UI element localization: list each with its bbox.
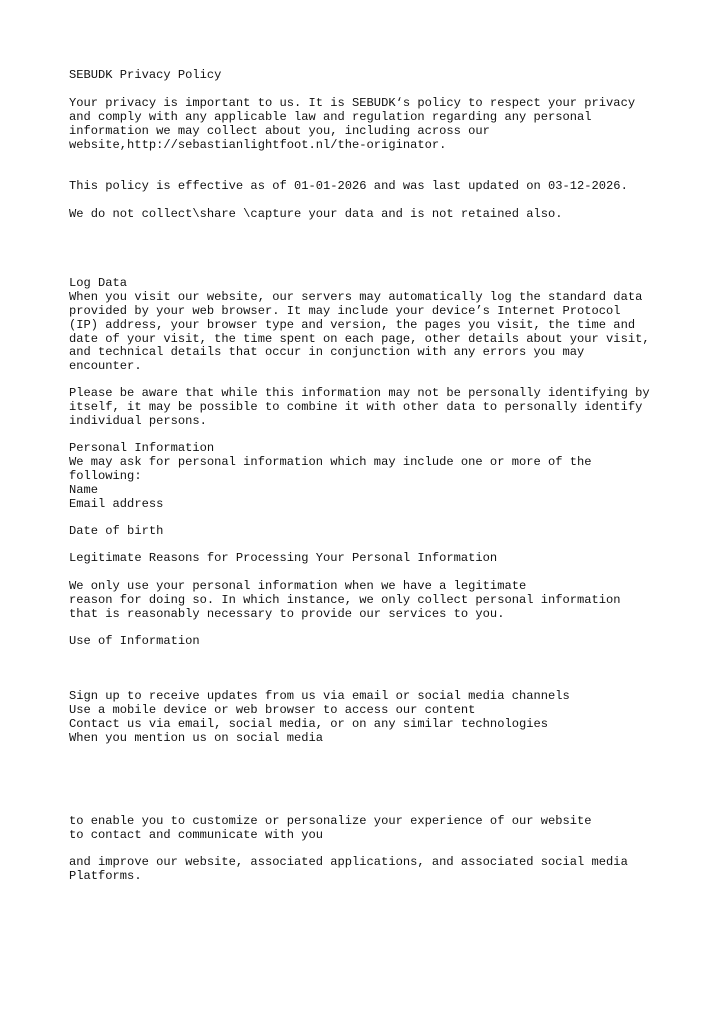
log-data-line: provided by your web browser. It may include your device’s Internet Protocol [69, 304, 621, 318]
use-purpose: to enable you to customize or personalize your experience of our website [69, 814, 592, 828]
use-improve: Platforms. [69, 869, 142, 883]
log-data-note: Please be aware that while this information may not be personally identifying by [69, 386, 650, 400]
personal-info-line: We may ask for personal information which may include one or more of the [69, 455, 592, 469]
log-data-line: (IP) address, your browser type and version, the pages you visit, the time and [69, 318, 636, 332]
log-data-heading: Log Data [69, 276, 128, 290]
log-data-line: date of your visit, the time spent on each page, other details about your visit, [69, 332, 650, 346]
legitimate-line: that is reasonably necessary to provide our services to you. [69, 607, 505, 621]
use-item: Use a mobile device or web browser to access our content [69, 703, 476, 717]
legitimate-line: We only use your personal information when we have a legitimate [69, 579, 527, 593]
log-data-line: encounter. [69, 359, 142, 373]
document-title: SEBUDK Privacy Policy [69, 68, 222, 82]
log-data-line: When you visit our website, our servers may automatically log the standard data [69, 290, 643, 304]
use-heading: Use of Information [69, 634, 200, 648]
log-data-note: individual persons. [69, 414, 207, 428]
personal-info-item: Date of birth [69, 524, 164, 538]
log-data-note: itself, it may be possible to combine it with other data to personally identify [69, 400, 643, 414]
intro-line: Your privacy is important to us. It is SEBUDK‘s policy to respect your privacy [69, 96, 636, 110]
personal-info-heading: Personal Information [69, 441, 215, 455]
use-item: Sign up to receive updates from us via email or social media channels [69, 689, 570, 703]
personal-info-line: following: [69, 469, 142, 483]
intro-line: information we may collect about you, including across our [69, 124, 490, 138]
log-data-line: and technical details that occur in conjunction with any errors you may [69, 345, 585, 359]
intro-line: website,http://sebastianlightfoot.nl/the-originator. [69, 138, 447, 152]
effective-date: This policy is effective as of 01-01-2026 and was last updated on 03-12-2026. [69, 179, 628, 193]
use-improve: and improve our website, associated applications, and associated social media [69, 855, 628, 869]
use-purpose: to contact and communicate with you [69, 828, 324, 842]
legitimate-line: reason for doing so. In which instance, we only collect personal information [69, 593, 621, 607]
personal-info-item: Name [69, 483, 99, 497]
use-item: Contact us via email, social media, or on any similar technologies [69, 717, 548, 731]
intro-line: and comply with any applicable law and regulation regarding any personal [69, 110, 592, 124]
legitimate-heading: Legitimate Reasons for Processing Your Personal Information [69, 551, 498, 565]
no-collect-statement: We do not collect\share \capture your data and is not retained also. [69, 207, 563, 221]
personal-info-item: Email address [69, 497, 164, 511]
use-item: When you mention us on social media [69, 731, 324, 745]
